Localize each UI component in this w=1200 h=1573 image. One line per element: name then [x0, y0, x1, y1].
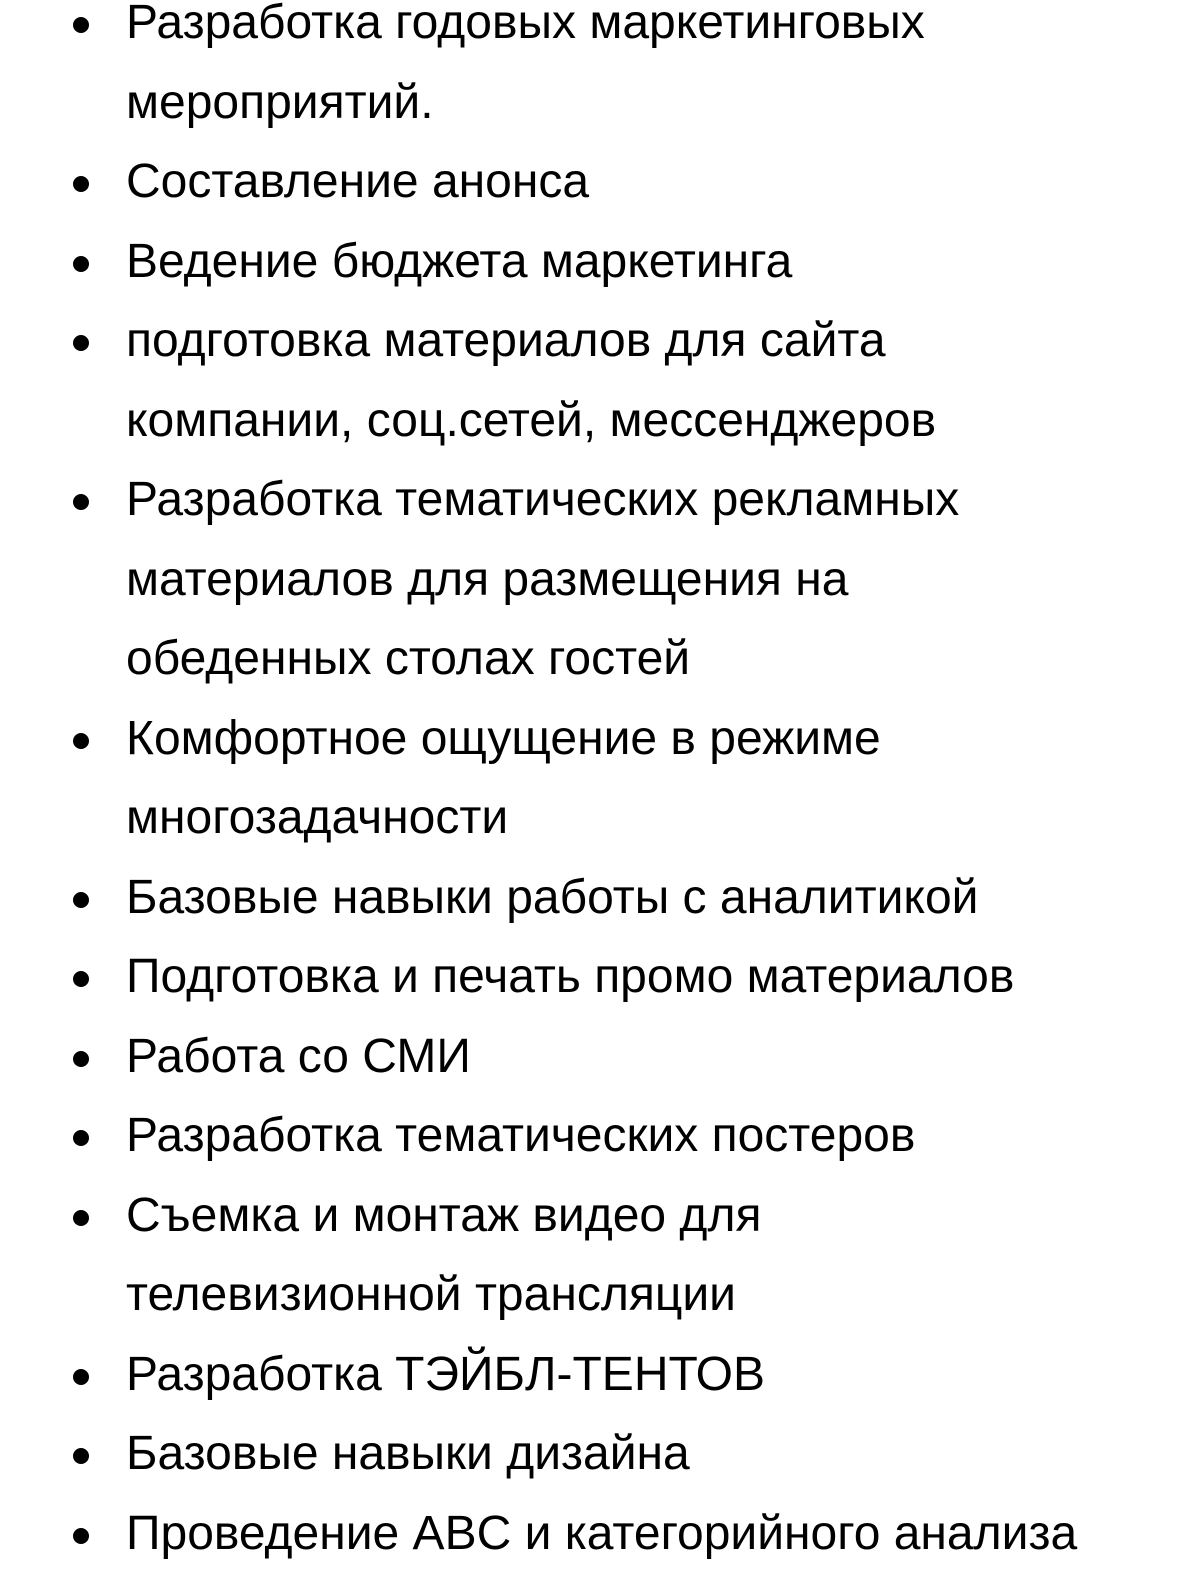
list-item-line: подготовка материалов для сайта	[126, 301, 1190, 381]
list-item	[0, 1017, 1200, 1097]
list-item	[0, 460, 1200, 699]
list-item-line: материалов для размещения на	[126, 540, 1190, 620]
list-item	[0, 0, 1200, 142]
bullet-dot-icon	[73, 1051, 89, 1067]
bullet-dot-icon	[73, 17, 89, 33]
list-item-line: Составление анонса	[126, 142, 1190, 222]
list-item-line: Работа со СМИ	[126, 1017, 1190, 1097]
list-item-line: обеденных столах гостей	[126, 619, 1190, 699]
bullet-dot-icon	[73, 256, 89, 272]
bullet-dot-icon	[73, 335, 89, 351]
list-item-line: Разработка тематических рекламных	[126, 460, 1190, 540]
list-item-line: компании, соц.сетей, мессенджеров	[126, 381, 1190, 461]
bullet-dot-icon	[73, 1448, 89, 1464]
bullet-dot-icon	[73, 176, 89, 192]
list-item	[0, 937, 1200, 1017]
list-item-line: многозадачности	[126, 778, 1190, 858]
bullet-dot-icon	[73, 971, 89, 987]
list-item-line: Комфортное ощущение в режиме	[126, 699, 1190, 779]
list-item-line: Проведение ABC и категорийного анализа	[126, 1494, 1190, 1573]
list-item-line: Базовые навыки работы с аналитикой	[126, 858, 1190, 938]
list-item-line: Подготовка и печать промо материалов	[126, 937, 1190, 1017]
list-item	[0, 858, 1200, 938]
list-item	[0, 1176, 1200, 1335]
list-item-line: телевизионной трансляции	[126, 1255, 1190, 1335]
bullet-dot-icon	[73, 1528, 89, 1544]
list-item	[0, 301, 1200, 460]
list-item-line: Разработка ТЭЙБЛ-ТЕНТОВ	[126, 1335, 1190, 1415]
list-item-line: Съемка и монтаж видео для	[126, 1176, 1190, 1256]
bullet-dot-icon	[73, 1130, 89, 1146]
list-item-line: Разработка годовых маркетинговых	[126, 0, 1190, 63]
list-item	[0, 222, 1200, 302]
list-item	[0, 1494, 1200, 1573]
list-item-line: Базовые навыки дизайна	[126, 1414, 1190, 1494]
list-item	[0, 699, 1200, 858]
list-item-line: Разработка тематических постеров	[126, 1096, 1190, 1176]
list-item-line: Ведение бюджета маркетинга	[126, 222, 1190, 302]
bullet-dot-icon	[73, 733, 89, 749]
list-item	[0, 1414, 1200, 1494]
bullet-dot-icon	[73, 494, 89, 510]
list-item	[0, 142, 1200, 222]
list-item-line: мероприятий.	[126, 63, 1190, 143]
list-item	[0, 1335, 1200, 1415]
bullet-dot-icon	[73, 1369, 89, 1385]
bullet-dot-icon	[73, 1210, 89, 1226]
bullet-dot-icon	[73, 892, 89, 908]
list-item	[0, 1096, 1200, 1176]
